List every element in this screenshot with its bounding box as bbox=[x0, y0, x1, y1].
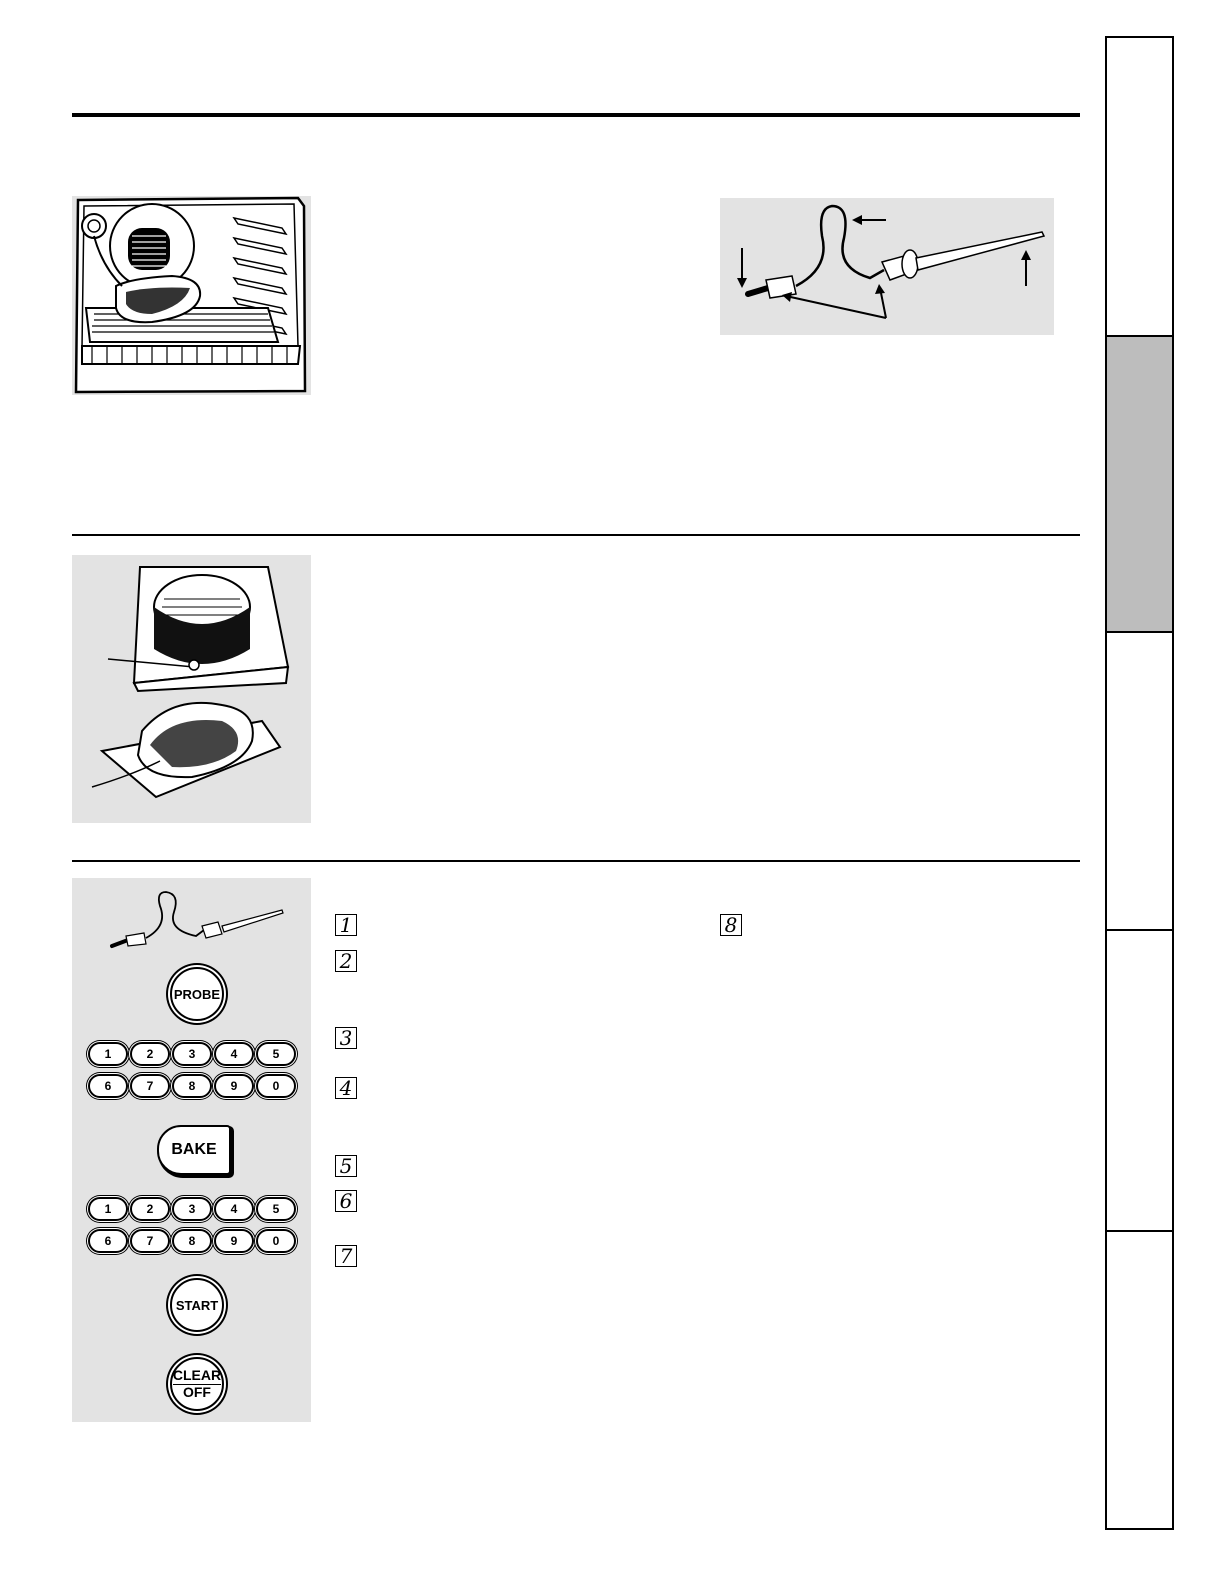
step-number-5: 5 bbox=[335, 1155, 357, 1177]
key-6[interactable]: 6 bbox=[88, 1229, 128, 1253]
clear-off-label bbox=[173, 1368, 221, 1400]
keypad-lower-row-2 bbox=[88, 1229, 304, 1253]
key-7[interactable]: 7 bbox=[130, 1074, 170, 1098]
probe-button[interactable] bbox=[170, 967, 224, 1021]
step-number-7: 7 bbox=[335, 1245, 357, 1267]
section-rule-probe-use bbox=[72, 860, 1080, 862]
section-rule-probe-placement bbox=[72, 534, 1080, 536]
step-number-1: 1 bbox=[335, 914, 357, 936]
keypad-upper-row-2 bbox=[88, 1074, 304, 1098]
probe-diagram-panel bbox=[720, 198, 1054, 335]
start-button[interactable] bbox=[170, 1278, 224, 1332]
key-9[interactable]: 9 bbox=[214, 1074, 254, 1098]
temperature-probe-diagram-icon bbox=[720, 198, 1054, 335]
side-tab-5[interactable] bbox=[1105, 1230, 1174, 1530]
roast-poultry-panel bbox=[72, 555, 311, 823]
side-tab-1[interactable] bbox=[1105, 36, 1174, 337]
oven-interior-illustration-icon bbox=[72, 196, 311, 395]
side-tab-3[interactable] bbox=[1105, 631, 1174, 931]
key-6[interactable]: 6 bbox=[88, 1074, 128, 1098]
key-2[interactable]: 2 bbox=[130, 1042, 170, 1066]
key-9[interactable]: 9 bbox=[214, 1229, 254, 1253]
key-3[interactable]: 3 bbox=[172, 1197, 212, 1221]
side-tab-2-active[interactable] bbox=[1105, 335, 1174, 633]
bake-button-label: BAKE bbox=[171, 1141, 217, 1158]
start-button-label: START bbox=[175, 1297, 219, 1313]
key-7[interactable]: 7 bbox=[130, 1229, 170, 1253]
key-2[interactable]: 2 bbox=[130, 1197, 170, 1221]
key-1[interactable]: 1 bbox=[88, 1197, 128, 1221]
step-number-8: 8 bbox=[720, 914, 742, 936]
top-rule bbox=[72, 113, 1080, 117]
clear-off-button[interactable] bbox=[170, 1357, 224, 1411]
step-number-4: 4 bbox=[335, 1077, 357, 1099]
key-4[interactable]: 4 bbox=[214, 1197, 254, 1221]
keypad-upper-row-1 bbox=[88, 1042, 304, 1066]
bake-button[interactable] bbox=[157, 1125, 231, 1175]
step-number-2: 2 bbox=[335, 950, 357, 972]
key-1[interactable]: 1 bbox=[88, 1042, 128, 1066]
clear-label-bottom: OFF bbox=[182, 1384, 211, 1400]
key-3[interactable]: 3 bbox=[172, 1042, 212, 1066]
keypad-lower bbox=[88, 1197, 304, 1261]
side-tab-4[interactable] bbox=[1105, 929, 1174, 1232]
key-0[interactable]: 0 bbox=[256, 1074, 296, 1098]
keypad-upper bbox=[88, 1042, 304, 1106]
key-0[interactable]: 0 bbox=[256, 1229, 296, 1253]
oven-interior-panel bbox=[72, 196, 311, 395]
keypad-lower-row-1 bbox=[88, 1197, 304, 1221]
key-5[interactable]: 5 bbox=[256, 1197, 296, 1221]
key-8[interactable]: 8 bbox=[172, 1074, 212, 1098]
probe-button-label: PROBE bbox=[173, 986, 221, 1002]
step-number-3: 3 bbox=[335, 1027, 357, 1049]
key-4[interactable]: 4 bbox=[214, 1042, 254, 1066]
key-5[interactable]: 5 bbox=[256, 1042, 296, 1066]
probe-small-icon bbox=[72, 878, 311, 958]
roast-and-poultry-with-probe-icon bbox=[72, 555, 311, 823]
clear-label-top: CLEAR bbox=[172, 1367, 222, 1383]
step-number-6: 6 bbox=[335, 1190, 357, 1212]
key-8[interactable]: 8 bbox=[172, 1229, 212, 1253]
